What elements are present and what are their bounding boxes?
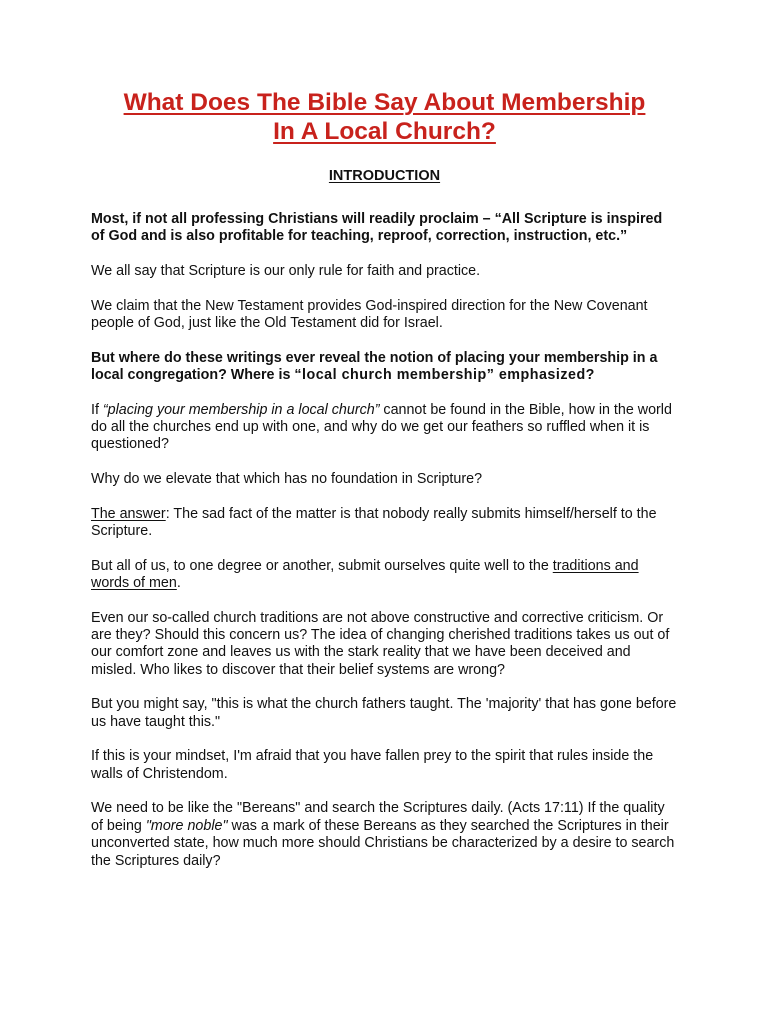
paragraph-7-label: The answer — [91, 505, 166, 522]
paragraph-12-quote: "more noble" — [145, 817, 228, 834]
paragraph-11: If this is your mindset, I'm afraid that you have fallen prey to the spirit that rules inside the walls of Christendom. — [91, 748, 654, 782]
paragraph-5 — [91, 402, 678, 454]
paragraph-7-text: : The sad fact of the matter is that nobody really submits himself/herself to the Scripture. — [91, 505, 657, 539]
paragraph-10: But you might say, "this is what the church fathers taught. The 'majority' that has gone before us have taught this." — [91, 696, 677, 730]
paragraph-12-lead: We need to be like the "Bereans" and search the Scriptures daily. (Acts 17:11) If the quality of being — [91, 800, 665, 834]
paragraph-8 — [91, 558, 678, 593]
paragraph-3: We claim that the New Testament provides God-inspired direction for the New Covenant people of God, just like the Old Testament did for Israel. — [91, 297, 648, 331]
paragraph-12-rest: was a mark of these Bereans as they searched the Scriptures in their unconverted state, how much more should Christians be characterized by a desire to search the Scriptures daily? — [91, 817, 675, 869]
title-line-2: In A Local Church? — [273, 118, 496, 145]
title-line-1: What Does The Bible Say About Membership — [123, 89, 646, 116]
paragraph-8-period: . — [176, 575, 181, 591]
paragraph-8-text: But all of us, to one degree or another, submit ourselves quite well to the — [91, 557, 553, 574]
document-title — [91, 88, 678, 146]
paragraph-9: Even our so-called church traditions are not above constructive and corrective criticism. Or are they? Should this concern us? The idea of changing cherished traditions takes us out of our comfort zone and leaves us with the stark reality that we have been deceived and misled. Who likes to discover that their belief systems are wrong? — [91, 609, 670, 678]
paragraph-5-quote: “placing your membership in a local church” — [102, 401, 380, 418]
paragraph-8-underlined: traditions and words of men — [91, 557, 639, 591]
section-heading-introduction: INTRODUCTION — [328, 168, 441, 184]
paragraph-1: Most, if not all professing Christians will readily proclaim – “All Scripture is inspired of God and is also profitable for teaching, reproof, correction, instruction, etc.” — [91, 211, 663, 245]
paragraph-12 — [91, 800, 678, 870]
paragraph-4 — [91, 350, 678, 385]
paragraph-7 — [91, 506, 678, 541]
paragraph-5-lead: If — [91, 401, 103, 418]
paragraph-4-emphasis: “local church membership” emphasized? — [294, 367, 595, 383]
paragraph-2: We all say that Scripture is our only rule for faith and practice. — [91, 263, 481, 279]
paragraph-6: Why do we elevate that which has no foundation in Scripture? — [91, 471, 483, 487]
paragraph-5-rest: cannot be found in the Bible, how in the world do all the churches end up with one, and why do we get our feathers so ruffled when it is questioned? — [91, 401, 672, 453]
paragraph-4-text: But where do these writings ever reveal the notion of placing your membership in a local congregation? Where is — [91, 349, 658, 383]
